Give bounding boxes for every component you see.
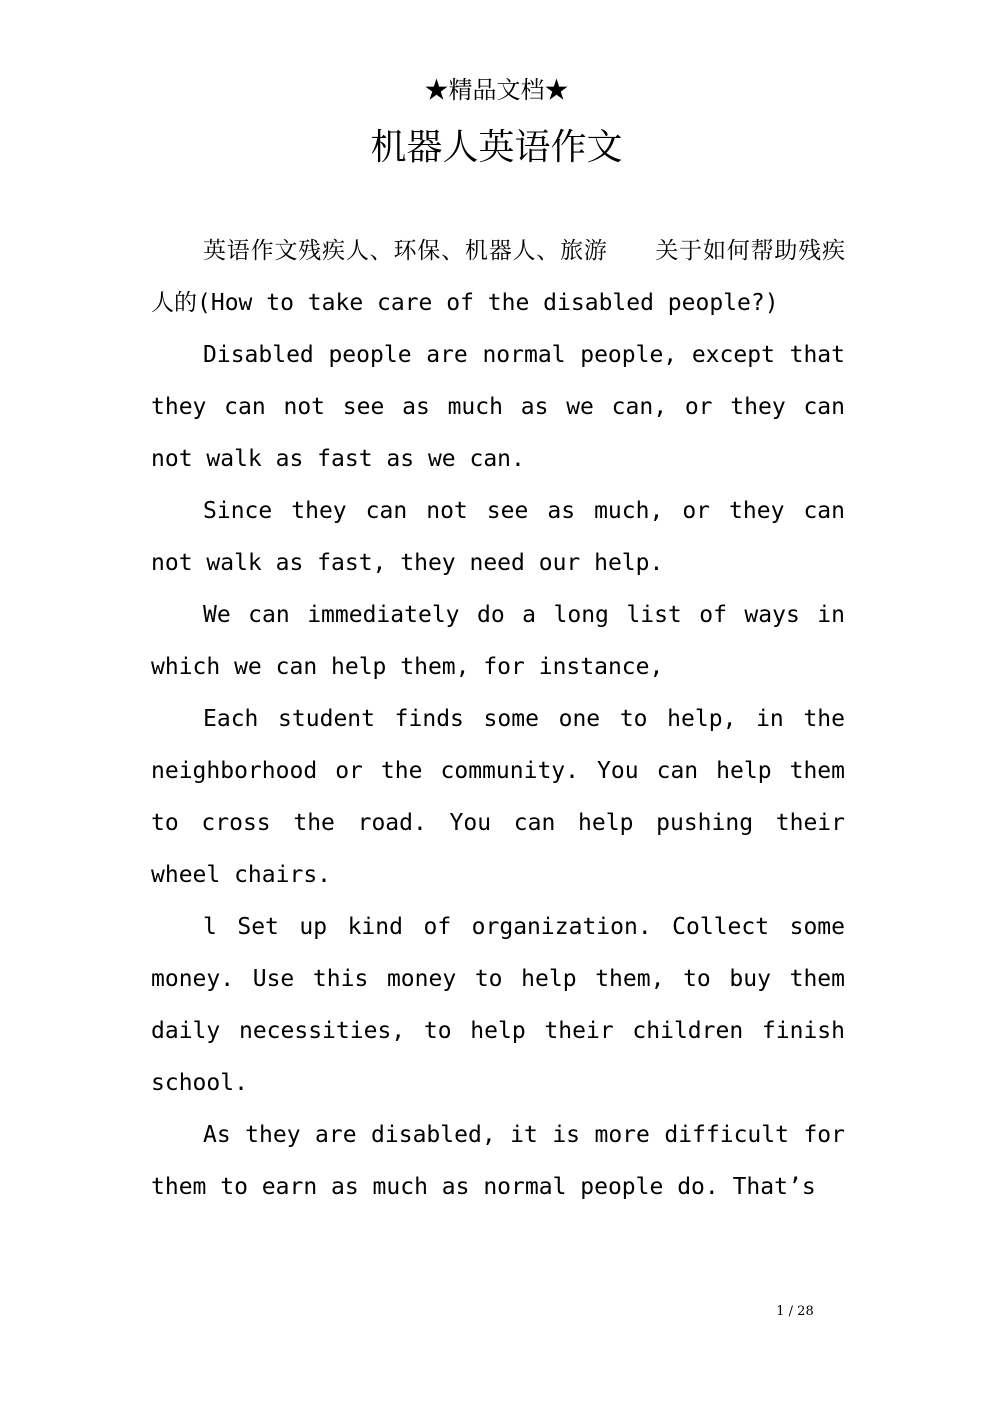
paragraph-organization: l Set up kind of organization. Collect some money. Use this money to help them, to buy them daily necessities, to help their children finish school. <box>151 914 845 1096</box>
document-title: 机器人英语作文 <box>370 127 623 168</box>
paragraph-earning: As they are disabled, it is more difficult for them to earn as much as normal people do. That’s <box>151 1122 845 1200</box>
paragraph-disabled-definition: Disabled people are normal people, except that they can not see as much as we can, or they can not walk as fast as we can. <box>151 342 845 472</box>
paragraph-ways-list: We can immediately do a long list of ways in which we can help them, for instance, <box>151 602 845 680</box>
page-number: 1 / 28 <box>776 1304 814 1319</box>
paragraph-need-help: Since they can not see as much, or they can not walk as fast, they need our help. <box>151 498 845 576</box>
header-mark: ★精品文档★ <box>424 76 569 104</box>
paragraph-intro: 英语作文残疾人、环保、机器人、旅游 关于如何帮助残疾人的(How to take care of the disabled people?) <box>151 238 845 316</box>
paragraph-student-help: Each student finds some one to help, in the neighborhood or the community. You can help them to cross the road. You can help pushing their wheel chairs. <box>151 706 845 888</box>
document-body <box>151 225 845 1213</box>
